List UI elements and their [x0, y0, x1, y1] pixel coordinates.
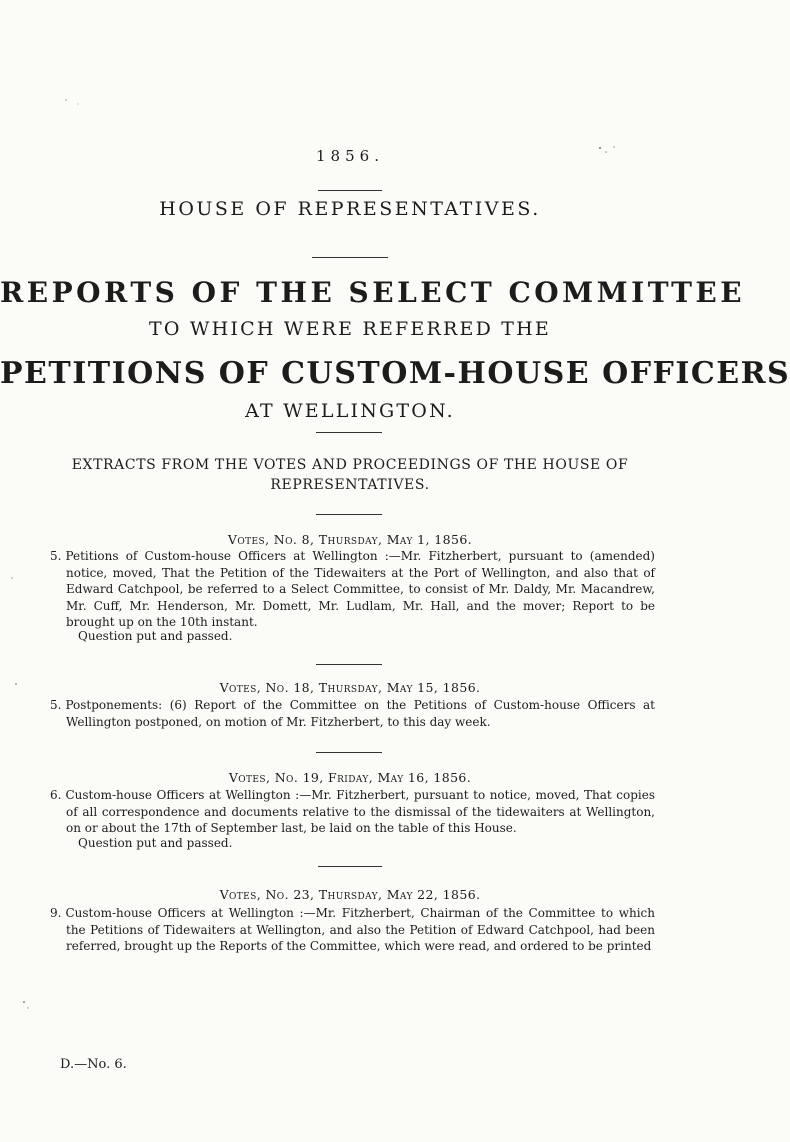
title-line-2: TO WHICH WERE REFERRED THE — [149, 318, 551, 340]
entry-number: 5. — [50, 698, 62, 712]
entry-text: Custom-house Officers at Wellington :—Mr. Fitzherbert, pursuant to notice, moved, That copies of all correspondence and documents relative to the dismissal of the tidewaiters at Wellington, on or about the 17th of September last, be laid on the table of this House. — [65, 788, 655, 835]
chamber-heading: HOUSE OF REPRESENTATIVES. — [159, 198, 541, 220]
vote-heading: Votes, No. 18, Thursday, May 15, 1856. — [219, 680, 481, 695]
title-line-1: REPORTS OF THE SELECT COMMITTEE — [0, 276, 746, 309]
entry-number: 6. — [50, 788, 62, 802]
extracts-heading-line-2: REPRESENTATIVES. — [270, 477, 430, 493]
entry-text: Custom-house Officers at Wellington :—Mr. Fitzherbert, Chairman of the Committee to which the Petitions of Tidewaiters at Wellington, and also the Petition of Edward Catchpool, had been referred, brought up the Reports of the Committee, which were read, and ordered to be printed — [65, 906, 655, 953]
vote-heading: Votes, No. 23, Thursday, May 22, 1856. — [219, 887, 481, 902]
title-line-4: AT WELLINGTON. — [245, 400, 455, 422]
question-line: Question put and passed. — [78, 629, 233, 643]
vote-heading: Votes, No. 8, Thursday, May 1, 1856. — [227, 532, 473, 547]
question-line: Question put and passed. — [78, 836, 233, 850]
entry-number: 5. — [50, 549, 62, 563]
title-line-3: PETITIONS OF CUSTOM-HOUSE OFFICERS — [0, 356, 790, 391]
entry-number: 9. — [50, 906, 62, 920]
year-heading: 1856. — [316, 147, 384, 165]
document-reference: D.—No. 6. — [60, 1057, 127, 1072]
extracts-heading-line-1: EXTRACTS FROM THE VOTES AND PROCEEDINGS OF THE HOUSE OF — [71, 457, 629, 473]
entry-text: Postponements: (6) Report of the Committee on the Petitions of Custom-house Officers at Wellington postponed, on motion of Mr. Fitzherbert, to this day week. — [65, 698, 655, 729]
vote-heading: Votes, No. 19, Friday, May 16, 1856. — [228, 770, 472, 785]
entry-text: Petitions of Custom-house Officers at Wellington :—Mr. Fitzherbert, pursuant to (amended) notice, moved, That the Petition of the Tidewaiters at the Port of Wellington, and also that of Edward Catchpool, be referred to a Select Committee, to consist of Mr. Daldy, Mr. Macandrew, Mr. Cuff, Mr. Henderson, Mr. Domett, Mr. Ludlam, Mr. Hall, and the mover; Report to be brought up on the 10th instant. — [65, 549, 655, 629]
